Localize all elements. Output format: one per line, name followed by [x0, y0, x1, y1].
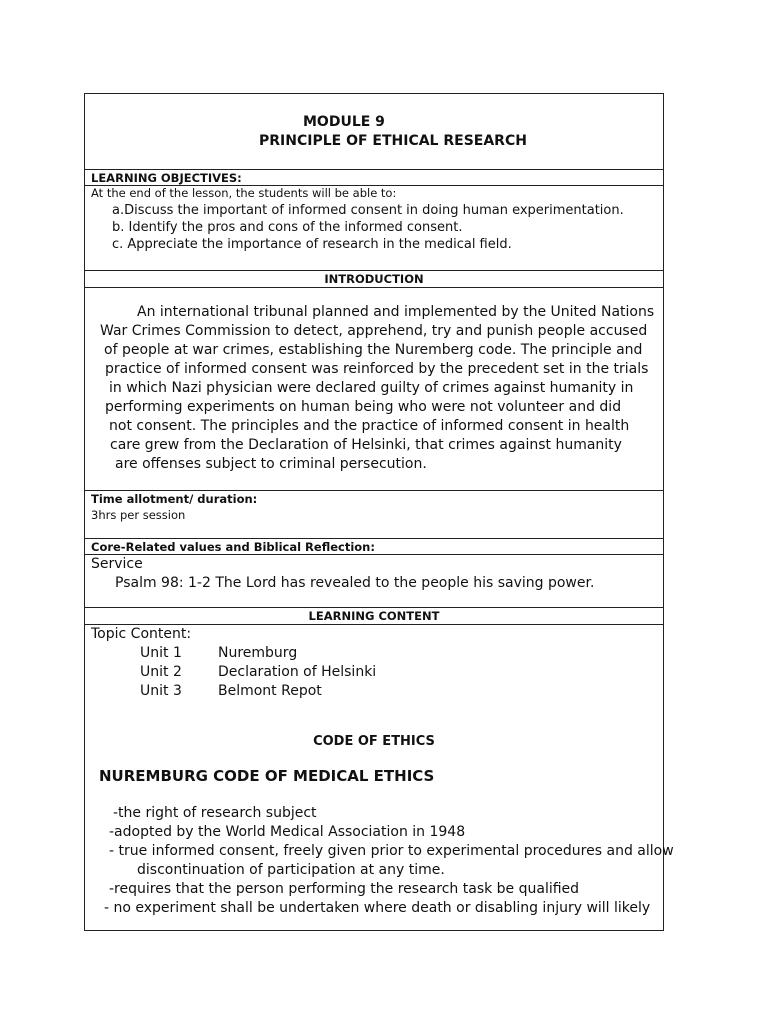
divider	[85, 624, 663, 625]
unit-name: Declaration of Helsinki	[218, 664, 377, 680]
time-heading: Time allotment/ duration:	[91, 492, 258, 506]
learning-content-heading: LEARNING CONTENT	[308, 609, 440, 623]
divider	[85, 554, 663, 555]
code-point: - no experiment shall be undertaken where death or disabling injury will likely	[104, 900, 651, 916]
code-point: -the right of research subject	[113, 805, 317, 821]
core-value: Service	[91, 556, 143, 572]
intro-line: practice of informed consent was reinforced by the precedent set in the trials	[105, 361, 649, 377]
unit-name: Nuremburg	[218, 645, 298, 661]
core-heading: Core-Related values and Biblical Reflection:	[91, 540, 375, 554]
biblical-verse: Psalm 98: 1-2 The Lord has revealed to the people his saving power.	[115, 575, 595, 591]
introduction-heading: INTRODUCTION	[324, 272, 424, 286]
objective-item: b. Identify the pros and cons of the informed consent.	[112, 220, 463, 235]
topic-label: Topic Content:	[91, 626, 192, 642]
intro-line: of people at war crimes, establishing the Nuremberg code. The principle and	[104, 342, 643, 358]
divider	[85, 490, 663, 491]
objectives-heading: LEARNING OBJECTIVES:	[91, 171, 242, 185]
time-value: 3hrs per session	[91, 508, 186, 522]
nuremburg-heading: NUREMBURG CODE OF MEDICAL ETHICS	[99, 767, 435, 785]
intro-line: are offenses subject to criminal persecution.	[115, 456, 427, 472]
unit-number: Unit 1	[140, 645, 182, 661]
intro-line: An international tribunal planned and implemented by the United Nations	[137, 304, 655, 320]
objectives-lead: At the end of the lesson, the students will be able to:	[91, 186, 397, 200]
code-point: discontinuation of participation at any time.	[137, 862, 445, 878]
unit-number: Unit 3	[140, 683, 182, 699]
objective-item: c. Appreciate the importance of research in the medical field.	[112, 237, 512, 252]
code-of-ethics-heading: CODE OF ETHICS	[313, 734, 435, 749]
intro-line: War Crimes Commission to detect, apprehend, try and punish people accused	[100, 323, 648, 339]
divider	[85, 607, 663, 608]
unit-number: Unit 2	[140, 664, 182, 680]
module-title: PRINCIPLE OF ETHICAL RESEARCH	[259, 133, 527, 149]
unit-name: Belmont Repot	[218, 683, 322, 699]
divider	[85, 538, 663, 539]
divider	[85, 270, 663, 271]
module-document	[84, 93, 674, 931]
code-point: -adopted by the World Medical Association in 1948	[109, 824, 466, 840]
intro-line: in which Nazi physician were declared guilty of crimes against humanity in	[109, 380, 634, 396]
module-number: MODULE 9	[303, 114, 385, 130]
intro-line: performing experiments on human being who were not volunteer and did	[105, 399, 622, 415]
code-point: - true informed consent, freely given prior to experimental procedures and allow	[109, 843, 674, 859]
intro-line: care grew from the Declaration of Helsinki, that crimes against humanity	[110, 437, 622, 453]
divider	[85, 169, 663, 170]
objective-item: a.Discuss the important of informed consent in doing human experimentation.	[112, 203, 624, 218]
intro-line: not consent. The principles and the practice of informed consent in health	[109, 418, 630, 434]
divider	[85, 287, 663, 288]
code-point: -requires that the person performing the research task be qualified	[109, 881, 580, 897]
